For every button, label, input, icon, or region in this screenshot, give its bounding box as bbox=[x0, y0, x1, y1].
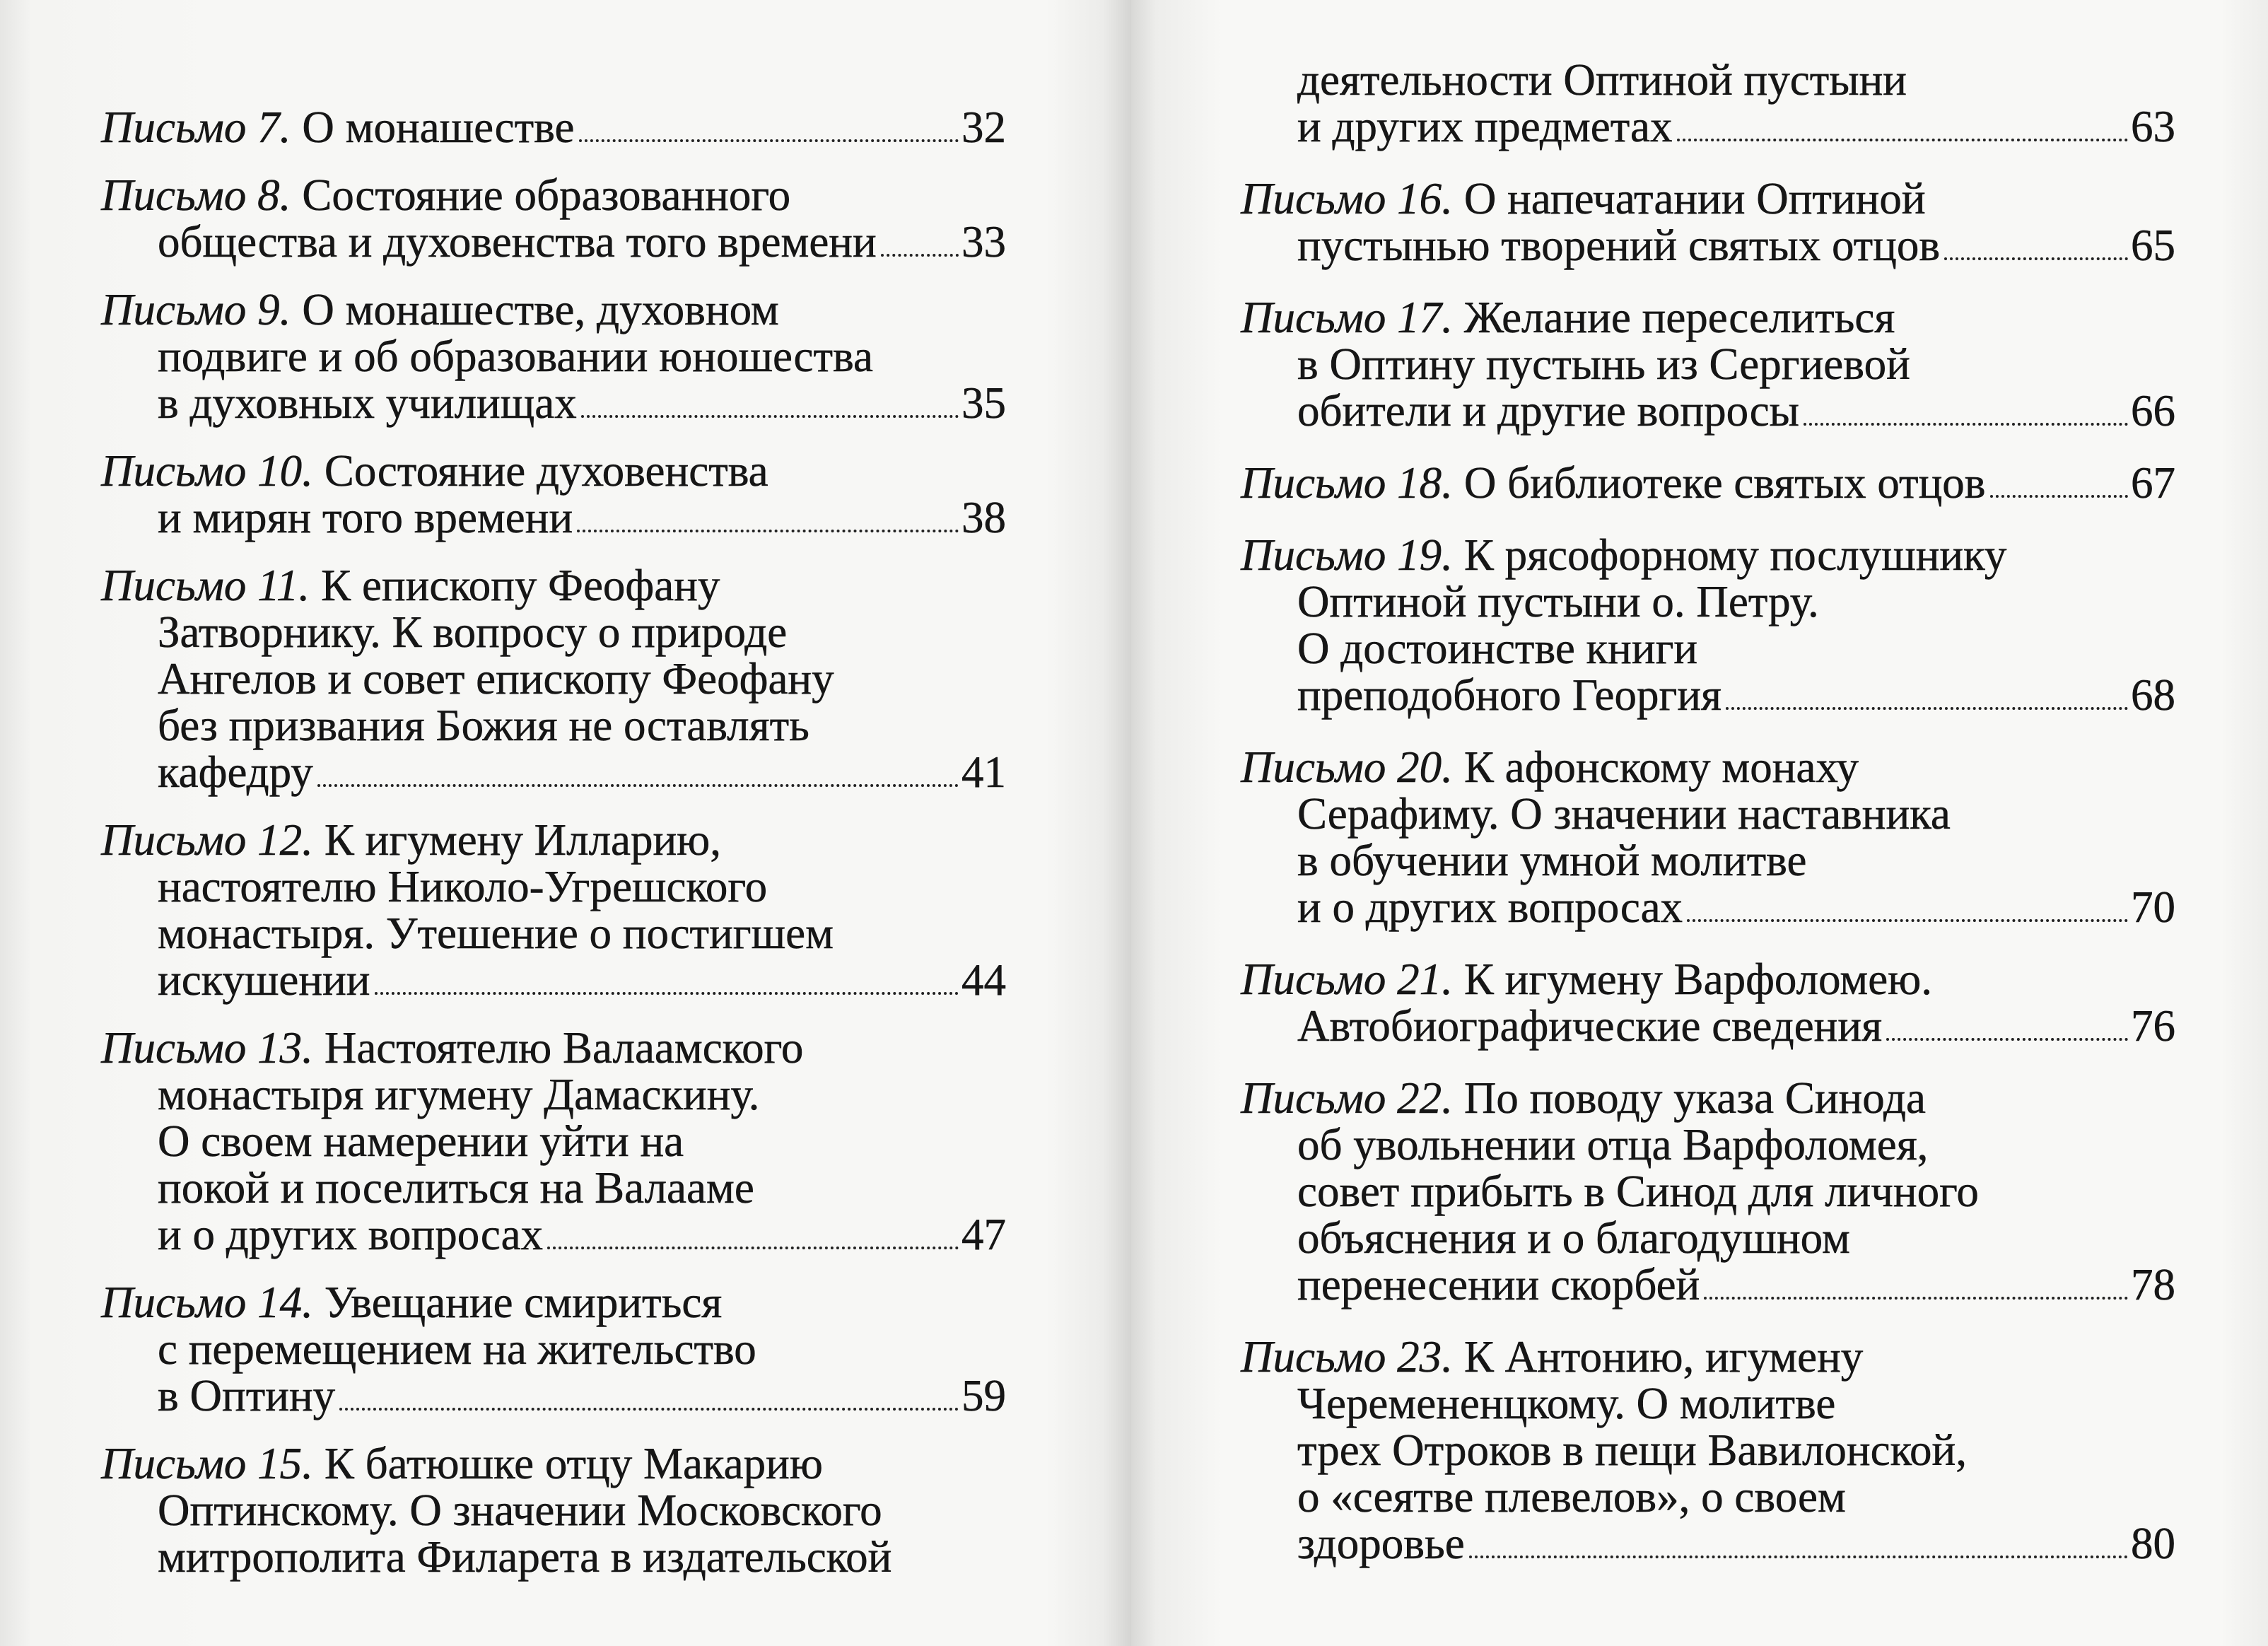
dot-leader bbox=[1804, 423, 2128, 426]
letter-label: Письмо 22. bbox=[1241, 1073, 1453, 1123]
toc-line bbox=[101, 957, 1006, 1003]
toc-line bbox=[101, 1071, 1006, 1118]
toc-line bbox=[1241, 1168, 2175, 1215]
entry-text: об увольнении отца Варфоломея, bbox=[1297, 1120, 1929, 1169]
toc-entry-letter-23 bbox=[1241, 1333, 2175, 1567]
page-number: 32 bbox=[961, 103, 1006, 152]
toc-entry-letter-21 bbox=[1241, 956, 2175, 1049]
toc-line bbox=[1241, 175, 2175, 222]
letter-label: Письмо 8. bbox=[101, 170, 291, 220]
letter-label: Письмо 12. bbox=[101, 815, 313, 865]
entry-text: К батюшке отцу Макарию bbox=[324, 1439, 823, 1488]
letter-label: Письмо 11. bbox=[101, 561, 310, 610]
toc-line bbox=[1241, 744, 2175, 790]
entry-text: К игумену Илларию, bbox=[324, 815, 721, 865]
letter-label: Письмо 21. bbox=[1241, 955, 1453, 1004]
table-of-contents-left bbox=[101, 104, 1006, 1580]
entry-text: настоятелю Николо-Угрешского bbox=[158, 862, 768, 911]
page-number: 76 bbox=[2131, 1001, 2175, 1051]
entry-text: Желание переселиться bbox=[1463, 293, 1895, 342]
entry-text: покой и поселиться на Валааме bbox=[158, 1163, 754, 1213]
toc-line bbox=[1241, 1380, 2175, 1427]
toc-line bbox=[1241, 837, 2175, 884]
entry-text: пустынью творений святых отцов bbox=[1297, 221, 1941, 270]
entry-text: Состояние образованного bbox=[302, 170, 791, 220]
entry-text: монастыря. Утешение о постигшем bbox=[158, 909, 834, 958]
toc-line bbox=[101, 1279, 1006, 1326]
toc-line bbox=[1241, 1333, 2175, 1380]
entry-text: подвиге и об образовании юношества bbox=[158, 332, 873, 381]
letter-label: Письмо 18. bbox=[1241, 458, 1453, 508]
letter-label: Письмо 20. bbox=[1241, 742, 1453, 792]
toc-line bbox=[1241, 103, 2175, 150]
entry-text: трех Отроков в пещи Вавилонской, bbox=[1297, 1425, 1967, 1475]
toc-line bbox=[101, 609, 1006, 655]
toc-entry-letter-20 bbox=[1241, 744, 2175, 930]
entry-text: О монашестве, духовном bbox=[302, 285, 779, 334]
entry-text: Черемененцкому. О молитве bbox=[1297, 1379, 1836, 1428]
toc-line bbox=[1241, 222, 2175, 269]
right-page bbox=[1131, 0, 2268, 1646]
page-number: 67 bbox=[2131, 458, 2175, 508]
entry-text: деятельности Оптиной пустыни bbox=[1297, 55, 1907, 105]
entry-text: в духовных училищах bbox=[158, 378, 577, 428]
toc-line bbox=[101, 655, 1006, 702]
toc-line bbox=[101, 702, 1006, 749]
entry-text: Оптиной пустыни о. Петру. bbox=[1297, 577, 1819, 626]
entry-text: в Оптину пустынь из Сергиевой bbox=[1297, 339, 1910, 389]
page-number: 65 bbox=[2131, 221, 2175, 270]
page-number: 63 bbox=[2131, 102, 2175, 151]
toc-line bbox=[1241, 532, 2175, 578]
entry-text: Серафиму. О значении наставника bbox=[1297, 789, 1951, 839]
toc-line bbox=[101, 1440, 1006, 1487]
entry-text: с перемещением на жительство bbox=[158, 1324, 756, 1374]
letter-label: Письмо 17. bbox=[1241, 293, 1453, 342]
page-number: 78 bbox=[2131, 1260, 2175, 1309]
toc-entry-letter-14 bbox=[101, 1279, 1006, 1419]
toc-line bbox=[101, 910, 1006, 957]
toc-line bbox=[1241, 1075, 2175, 1121]
entry-text: Ангелов и совет епископу Феофану bbox=[158, 654, 834, 704]
entry-text: К епископу Феофану bbox=[321, 561, 720, 610]
letter-label: Письмо 19. bbox=[1241, 530, 1453, 580]
dot-leader bbox=[1886, 1038, 2128, 1041]
toc-entry-letter-9 bbox=[101, 286, 1006, 426]
entry-text: обители и другие вопросы bbox=[1297, 386, 1800, 436]
toc-line bbox=[1241, 341, 2175, 387]
page-number: 38 bbox=[961, 493, 1006, 542]
entry-text: без призвания Божия не оставлять bbox=[158, 701, 809, 750]
toc-line bbox=[1241, 294, 2175, 341]
toc-line bbox=[101, 1025, 1006, 1071]
dot-leader bbox=[881, 254, 959, 257]
entry-text: в Оптину bbox=[158, 1371, 336, 1420]
letter-label: Письмо 23. bbox=[1241, 1332, 1453, 1382]
dot-leader bbox=[1677, 139, 2129, 141]
entry-text: К игумену Варфоломею. bbox=[1463, 955, 1932, 1004]
page-number: 47 bbox=[961, 1210, 1006, 1259]
left-page bbox=[0, 0, 1131, 1646]
entry-text: и других предметах bbox=[1297, 102, 1673, 151]
letter-label: Письмо 15. bbox=[101, 1439, 313, 1488]
toc-line bbox=[1241, 1261, 2175, 1308]
toc-line bbox=[101, 448, 1006, 494]
entry-text: Настоятелю Валаамского bbox=[324, 1023, 804, 1073]
toc-line bbox=[1241, 884, 2175, 930]
toc-line bbox=[1241, 1473, 2175, 1520]
toc-line bbox=[101, 1534, 1006, 1580]
entry-text: Автобиографические сведения bbox=[1297, 1001, 1883, 1051]
dot-leader bbox=[339, 1408, 959, 1411]
toc-entry-letter-17 bbox=[1241, 294, 2175, 434]
toc-line bbox=[101, 104, 1006, 151]
toc-entry-letter-8 bbox=[101, 172, 1006, 265]
toc-line bbox=[101, 1165, 1006, 1211]
entry-text: кафедру bbox=[158, 747, 313, 797]
toc-line bbox=[1241, 1215, 2175, 1261]
toc-line bbox=[101, 1487, 1006, 1534]
entry-text: К афонскому монаху bbox=[1463, 742, 1859, 792]
page-number: 33 bbox=[961, 217, 1006, 267]
entry-text: Состояние духовенства bbox=[324, 446, 768, 496]
toc-entry-letter-16 bbox=[1241, 175, 2175, 269]
entry-text: О напечатании Оптиной bbox=[1463, 174, 1926, 223]
toc-entry-letter-13 bbox=[101, 1025, 1006, 1258]
dot-leader bbox=[317, 784, 959, 787]
toc-line bbox=[101, 749, 1006, 795]
toc-line bbox=[101, 1326, 1006, 1372]
toc-line bbox=[1241, 956, 2175, 1003]
toc-entry-letter-12 bbox=[101, 817, 1006, 1003]
entry-text: Увещание смириться bbox=[324, 1278, 723, 1327]
entry-text: объяснения и о благодушном bbox=[1297, 1213, 1850, 1263]
dot-leader bbox=[547, 1247, 959, 1249]
entry-text: О своем намерении уйти на bbox=[158, 1116, 684, 1166]
page-number: 59 bbox=[961, 1371, 1006, 1420]
toc-line bbox=[101, 172, 1006, 218]
toc-line bbox=[1241, 578, 2175, 625]
entry-text: о «сеятве плевелов», о своем bbox=[1297, 1472, 1846, 1522]
entry-text: здоровье bbox=[1297, 1519, 1465, 1568]
entry-text: общества и духовенства того времени bbox=[158, 217, 877, 267]
toc-line bbox=[1241, 1121, 2175, 1168]
dot-leader bbox=[375, 992, 959, 995]
entry-text: По поводу указа Синода bbox=[1463, 1073, 1926, 1123]
entry-text: О монашестве bbox=[302, 103, 575, 152]
entry-text: монастыря игумену Дамаскину. bbox=[158, 1070, 760, 1119]
dot-leader bbox=[1704, 1297, 2128, 1300]
toc-line bbox=[1241, 387, 2175, 434]
toc-line bbox=[101, 494, 1006, 541]
page-number: 80 bbox=[2131, 1519, 2175, 1568]
entry-text: и о других вопросах bbox=[158, 1210, 544, 1259]
toc-entry-letter-19 bbox=[1241, 532, 2175, 718]
entry-text: К Антонию, игумену bbox=[1463, 1332, 1864, 1382]
letter-label: Письмо 13. bbox=[101, 1023, 313, 1073]
entry-text: Затворнику. К вопросу о природе bbox=[158, 607, 788, 657]
toc-line bbox=[101, 817, 1006, 863]
letter-label: Письмо 10. bbox=[101, 446, 313, 496]
toc-line bbox=[101, 863, 1006, 910]
toc-line bbox=[101, 333, 1006, 380]
toc-entry-letter-11 bbox=[101, 562, 1006, 795]
dot-leader bbox=[1944, 257, 2128, 260]
page-number: 44 bbox=[961, 955, 1006, 1005]
toc-entry-letter-18 bbox=[1241, 460, 2175, 506]
toc-entry-letter-7 bbox=[101, 104, 1006, 151]
toc-line bbox=[1241, 460, 2175, 506]
entry-text: К рясофорному послушнику bbox=[1463, 530, 2007, 580]
page-number: 68 bbox=[2131, 670, 2175, 720]
dot-leader bbox=[581, 415, 959, 418]
letter-label: Письмо 16. bbox=[1241, 174, 1453, 223]
letter-label: Письмо 7. bbox=[101, 103, 291, 152]
toc-entry-letter-15 bbox=[101, 1440, 1006, 1580]
entry-text: и о других вопросах bbox=[1297, 882, 1683, 932]
dot-leader bbox=[577, 530, 959, 532]
page-number: 66 bbox=[2131, 386, 2175, 436]
page-number: 35 bbox=[961, 378, 1006, 428]
toc-line bbox=[101, 1372, 1006, 1419]
toc-line bbox=[1241, 1427, 2175, 1473]
entry-text: в обучении умной молитве bbox=[1297, 836, 1807, 885]
entry-text: О достоинстве книги bbox=[1297, 624, 1698, 673]
table-of-contents-right bbox=[1241, 57, 2175, 1567]
entry-text: совет прибыть в Синод для личного bbox=[1297, 1167, 1979, 1216]
toc-line bbox=[1241, 1003, 2175, 1049]
toc-line bbox=[101, 218, 1006, 265]
letter-label: Письмо 14. bbox=[101, 1278, 313, 1327]
entry-text: преподобного Георгия bbox=[1297, 670, 1722, 720]
entry-text: и мирян того времени bbox=[158, 493, 573, 542]
toc-line bbox=[1241, 672, 2175, 718]
toc-line bbox=[1241, 1520, 2175, 1567]
dot-leader bbox=[1469, 1555, 2128, 1558]
entry-text: О библиотеке святых отцов bbox=[1463, 458, 1986, 508]
toc-entry-letter-22 bbox=[1241, 1075, 2175, 1308]
entry-text: искушении bbox=[158, 955, 370, 1005]
page-number: 70 bbox=[2131, 882, 2175, 932]
toc-line bbox=[1241, 790, 2175, 837]
toc-line bbox=[1241, 57, 2175, 103]
entry-text: Оптинскому. О значении Московского bbox=[158, 1486, 882, 1535]
dot-leader bbox=[1687, 919, 2128, 922]
toc-line bbox=[1241, 625, 2175, 672]
toc-line bbox=[101, 562, 1006, 609]
toc-line bbox=[101, 1211, 1006, 1258]
toc-entry-letter-10 bbox=[101, 448, 1006, 541]
toc-line bbox=[101, 286, 1006, 333]
toc-entry-letter-15-continuation bbox=[1241, 57, 2175, 150]
entry-text: митрополита Филарета в издательской bbox=[158, 1532, 892, 1582]
toc-line bbox=[101, 1118, 1006, 1165]
entry-text: перенесении скорбей bbox=[1297, 1260, 1700, 1309]
letter-label: Письмо 9. bbox=[101, 285, 291, 334]
page-number: 41 bbox=[961, 747, 1006, 797]
dot-leader bbox=[1990, 495, 2128, 498]
dot-leader bbox=[1726, 707, 2128, 710]
dot-leader bbox=[579, 139, 959, 142]
toc-line bbox=[101, 380, 1006, 426]
